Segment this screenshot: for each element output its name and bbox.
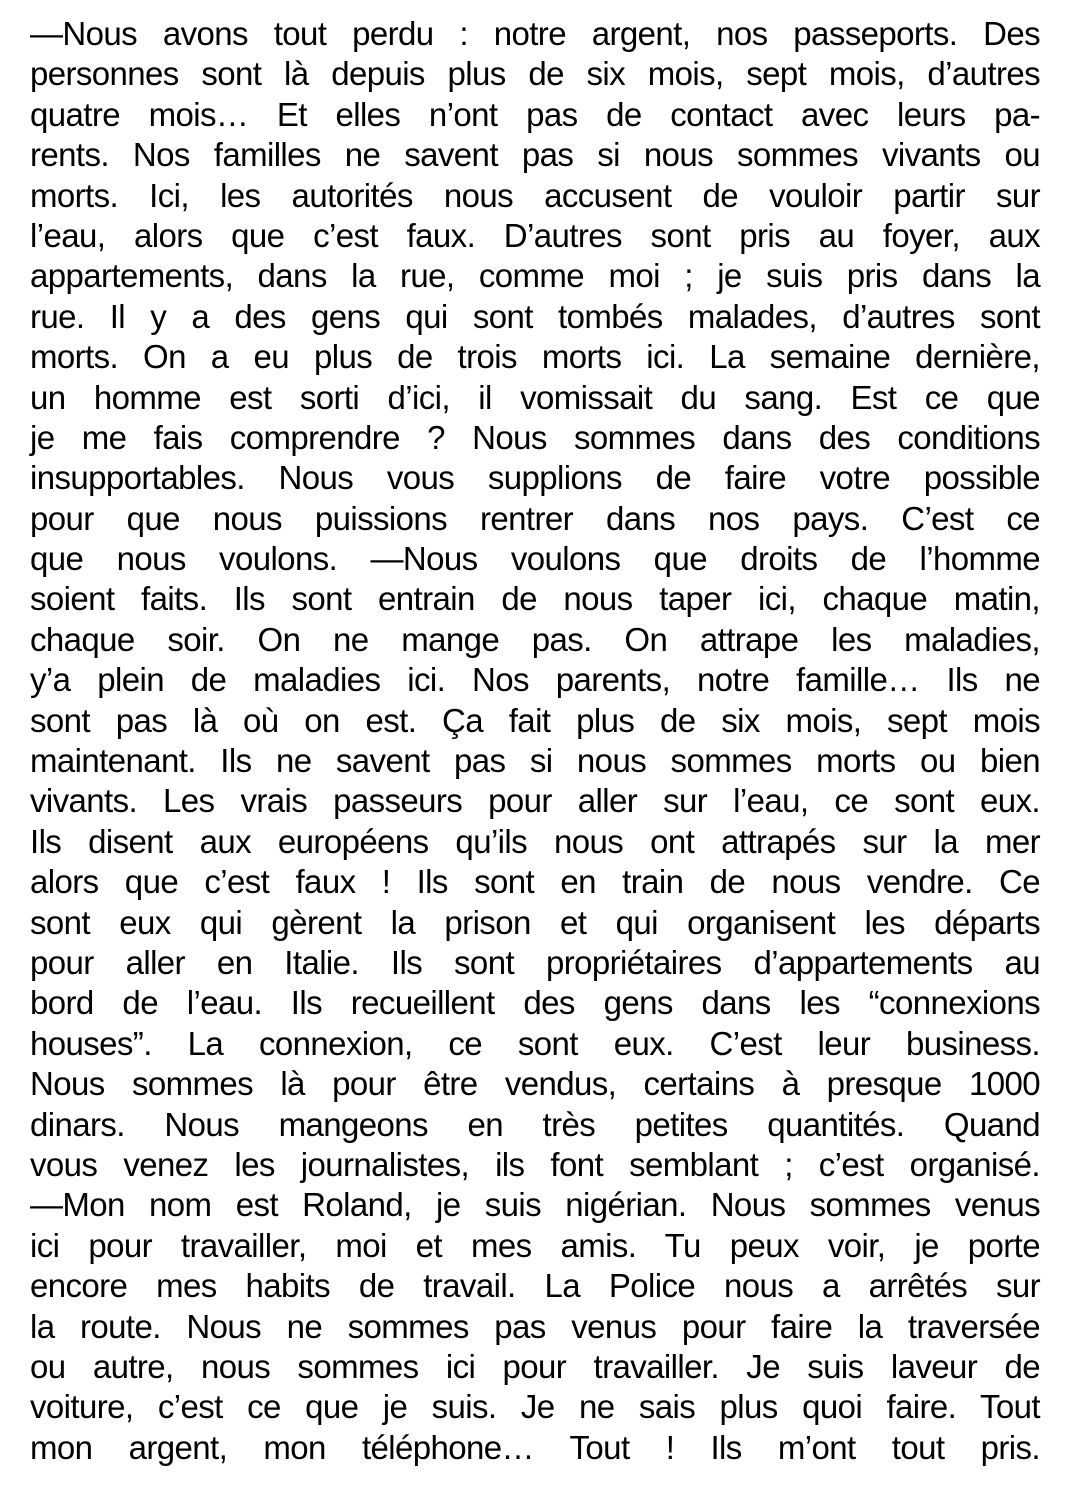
text-line: un homme est sorti d’ici, il vomissait du sang. Est ce que xyxy=(30,378,1040,416)
text-line: —Nous avons tout perdu : notre argent, nos passeports. Des xyxy=(30,15,1040,52)
text-line: vous venez les journalistes, ils font semblant ; c’est organisé. xyxy=(30,1145,1040,1183)
text-line: maintenant. Ils ne savent pas si nous sommes morts ou bien xyxy=(30,742,1040,780)
text-line: pour aller en Italie. Ils sont propriétaires d’appartements au xyxy=(30,943,1040,981)
text-line: encore mes habits de travail. La Police nous a arrêtés sur xyxy=(30,1267,1040,1305)
text-line: y’a plein de maladies ici. Nos parents, notre famille… Ils ne xyxy=(30,661,1040,699)
text-line: appartements, dans la rue, comme moi ; je suis pris dans la xyxy=(30,257,1040,295)
text-line: —Mon nom est Roland, je suis nigérian. Nous sommes venus xyxy=(30,1186,1040,1224)
text-line: bord de l’eau. Ils recueillent des gens dans les “connexions xyxy=(30,984,1040,1022)
text-line: rue. Il y a des gens qui sont tombés malades, d’autres sont xyxy=(30,297,1040,335)
text-line: sont pas là où on est. Ça fait plus de six mois, sept mois xyxy=(30,701,1040,739)
text-line: rents. Nos familles ne savent pas si nous sommes vivants ou xyxy=(30,136,1040,174)
text-line: ici pour travailler, moi et mes amis. Tu peux voir, je porte xyxy=(30,1226,1040,1264)
text-line: personnes sont là depuis plus de six mois, sept mois, d’autres xyxy=(30,55,1040,93)
text-line: mon argent, mon téléphone… Tout ! Ils m’ont tout pris. xyxy=(30,1428,1040,1466)
text-line: que nous voulons. —Nous voulons que droits de l’homme xyxy=(30,540,1040,578)
text-line: voiture, c’est ce que je suis. Je ne sais plus quoi faire. Tout xyxy=(30,1388,1040,1426)
text-line: morts. On a eu plus de trois morts ici. La semaine dernière, xyxy=(30,338,1040,376)
text-line: morts. Ici, les autorités nous accusent de vouloir partir sur xyxy=(30,176,1040,214)
text-line: Nous sommes là pour être vendus, certains à presque 1000 xyxy=(30,1065,1040,1103)
text-line: soient faits. Ils sont entrain de nous taper ici, chaque matin, xyxy=(30,580,1040,618)
text-line: vivants. Les vrais passeurs pour aller sur l’eau, ce sont eux. xyxy=(30,782,1040,820)
text-line: houses”. La connexion, ce sont eux. C’est leur business. xyxy=(30,1024,1040,1062)
text-line: la route. Nous ne sommes pas venus pour faire la traversée xyxy=(30,1307,1040,1345)
text-line: Ils disent aux européens qu’ils nous ont attrapés sur la mer xyxy=(30,822,1040,860)
text-line: dinars. Nous mangeons en très petites quantités. Quand xyxy=(30,1105,1040,1143)
text-line: quatre mois… Et elles n’ont pas de contact avec leurs pa- xyxy=(30,95,1040,133)
document-body xyxy=(30,14,1040,1468)
text-line: insupportables. Nous vous supplions de faire votre possible xyxy=(30,459,1040,497)
text-line: je me fais comprendre ? Nous sommes dans des conditions xyxy=(30,418,1040,456)
text-line: chaque soir. On ne mange pas. On attrape les maladies, xyxy=(30,620,1040,658)
text-line: l’eau, alors que c’est faux. D’autres sont pris au foyer, aux xyxy=(30,216,1040,254)
text-line: pour que nous puissions rentrer dans nos pays. C’est ce xyxy=(30,499,1040,537)
text-line: alors que c’est faux ! Ils sont en train de nous vendre. Ce xyxy=(30,863,1040,901)
text-line: ou autre, nous sommes ici pour travailler. Je suis laveur de xyxy=(30,1347,1040,1385)
text-line: sont eux qui gèrent la prison et qui organisent les départs xyxy=(30,903,1040,941)
